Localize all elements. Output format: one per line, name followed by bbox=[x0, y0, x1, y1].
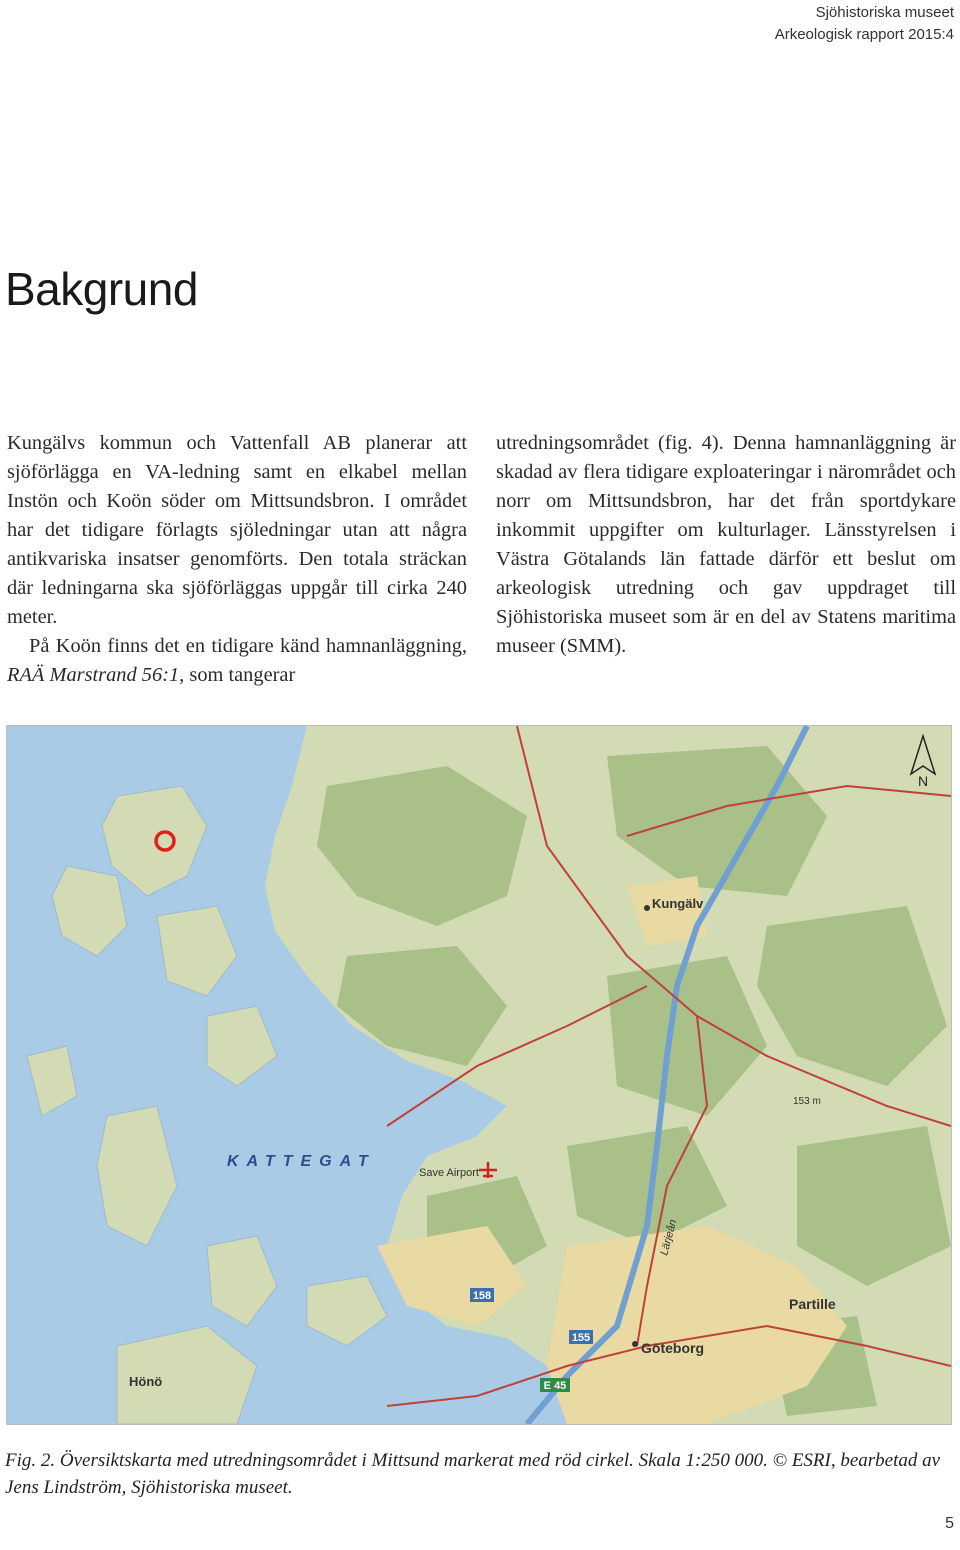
page-number: 5 bbox=[945, 1515, 954, 1532]
kungalv-dot bbox=[644, 905, 650, 911]
paragraph-1: Kungälvs kommun och Vattenfall AB planerar att sjöförlägga en VA-ledning samt en elkabel mellan Instön och Koön söder om Mittsundsbron. I området har det tidigare förlagts sjöledningar utan att några antikvariska insatser genomförts. Den totala sträckan där ledningarna ska sjöförläggas uppgår till cirka 240 meter. bbox=[7, 432, 467, 628]
overview-map bbox=[6, 725, 952, 1425]
text-column-left bbox=[7, 429, 467, 690]
road-label-e45: E 45 bbox=[543, 1380, 567, 1392]
text-column-right bbox=[496, 429, 956, 661]
place-label-hono: Hönö bbox=[129, 1374, 163, 1389]
goteborg-dot bbox=[632, 1341, 638, 1347]
river-label-larjean: Lärjeån bbox=[658, 1218, 680, 1257]
site-reference: RAÄ Marstrand 56:1, bbox=[7, 664, 185, 686]
place-label-save-airport: Save Airport bbox=[419, 1167, 479, 1179]
road-label-155: 155 bbox=[571, 1332, 591, 1344]
place-label-partille: Partille bbox=[789, 1296, 836, 1312]
header-org: Sjöhistoriska museet bbox=[815, 4, 954, 21]
running-header bbox=[775, 2, 954, 46]
road-label-158: 158 bbox=[472, 1290, 492, 1302]
paragraph-3: utredningsområdet (fig. 4). Denna hamnanläggning är skadad av flera tidigare exploateringar i närområdet och norr om Mittsundsbron, har det från sportdykare inkommit uppgifter om kulturlager. Länsstyrelsen i Västra Götalands län fattade därför ett beslut om arkeologisk utredning och gav uppdraget till Sjöhistoriska museet som är en del av Statens maritima museer (SMM). bbox=[496, 432, 956, 657]
map-graphic bbox=[7, 726, 951, 1424]
paragraph-2-text-b: som tangerar bbox=[184, 664, 296, 686]
figure-caption: Fig. 2. Översiktskarta med utredningsområdet i Mittsund markerat med röd cirkel. Skala 1:250 000. © ESRI, bearbetad av Jens Lindström, Sjöhistoriska museet. bbox=[5, 1450, 941, 1498]
header-report: Arkeologisk rapport 2015:4 bbox=[774, 26, 954, 43]
sea-label-kattegat: KATTEGAT bbox=[227, 1153, 376, 1170]
north-label: N bbox=[917, 773, 929, 789]
elevation-label: 153 m bbox=[793, 1096, 821, 1107]
section-title: Bakgrund bbox=[5, 263, 198, 315]
place-label-goteborg: Göteborg bbox=[641, 1340, 704, 1356]
place-label-kungalv: Kungälv bbox=[652, 896, 704, 911]
paragraph-2-text-a: På Koön finns det en tidigare känd hamnanläggning, bbox=[29, 635, 467, 657]
paragraph-2 bbox=[7, 632, 467, 690]
